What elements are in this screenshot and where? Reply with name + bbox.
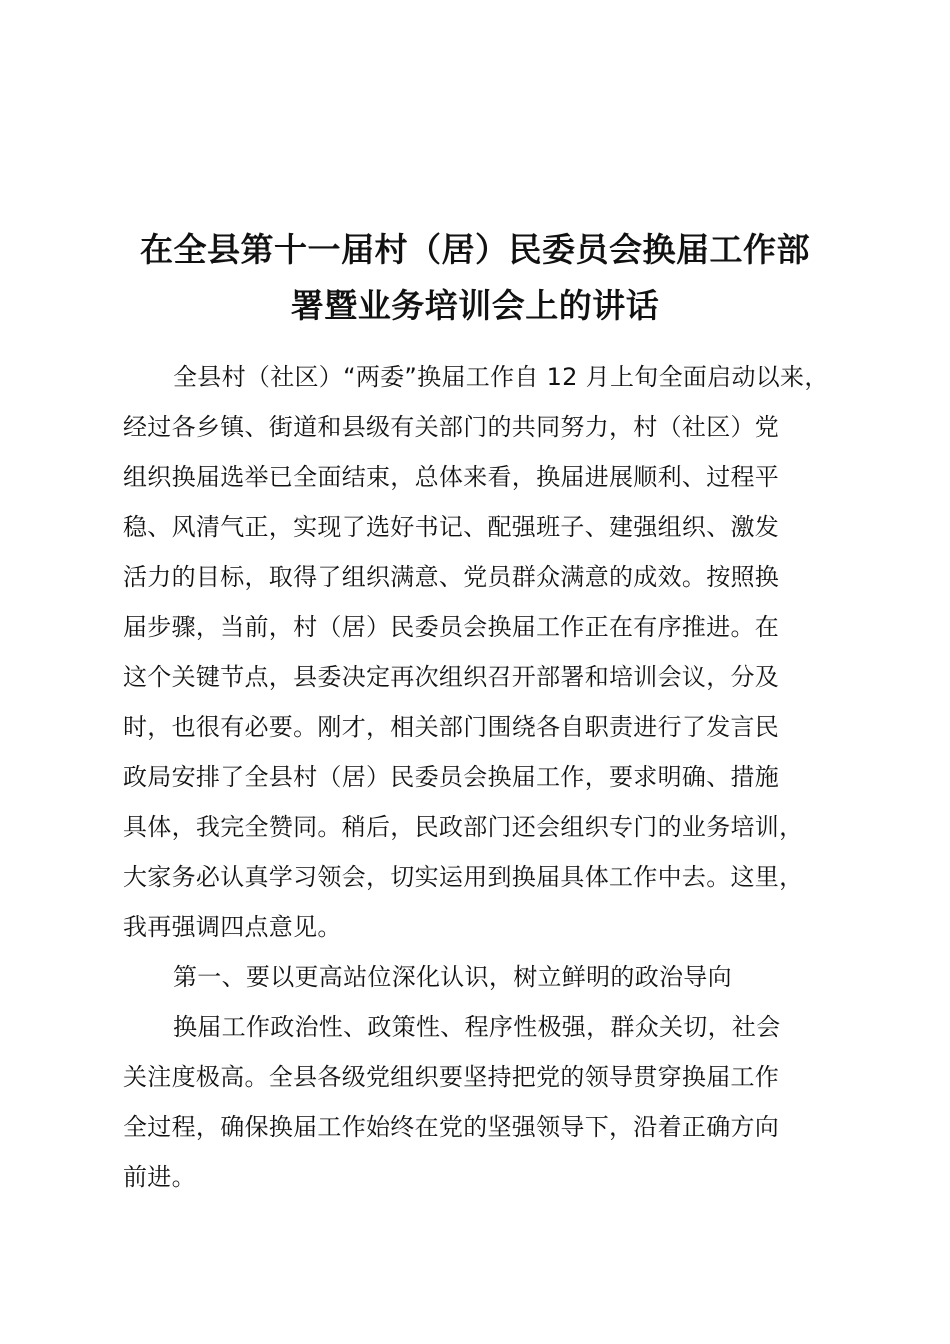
- paragraph-line: 大家务必认真学习领会，切实运用到换届具体工作中去。这里，: [123, 863, 804, 891]
- title-line-1: 在全县第十一届村（居）民委员会换届工作部: [140, 230, 810, 269]
- paragraph-line: 关注度极高。全县各级党组织要坚持把党的领导贯穿换届工作: [123, 1063, 780, 1091]
- paragraph-line: 全县村（社区）“两委”换届工作自 12 月上旬全面启动以来，: [173, 363, 829, 391]
- paragraph-line: 时，也很有必要。刚才，相关部门围绕各自职责进行了发言民: [123, 713, 780, 741]
- paragraph-line: 组织换届选举已全面结束，总体来看，换届进展顺利、过程平: [123, 463, 780, 491]
- paragraph-line: 换届工作政治性、政策性、程序性极强，群众关切，社会: [173, 1013, 781, 1041]
- paragraph-line: 我再强调四点意见。: [123, 913, 342, 941]
- paragraph-intro: [123, 352, 863, 952]
- document-body: [123, 352, 863, 1202]
- paragraph-line: 政局安排了全县村（居）民委员会换届工作，要求明确、措施: [123, 763, 780, 791]
- paragraph-line: 全过程，确保换届工作始终在党的坚强领导下，沿着正确方向: [123, 1113, 780, 1141]
- paragraph-line: 经过各乡镇、街道和县级有关部门的共同努力，村（社区）党: [123, 413, 780, 441]
- title-line-2: 署暨业务培训会上的讲话: [290, 286, 660, 325]
- paragraph-line: 活力的目标，取得了组织满意、党员群众满意的成效。按照换: [123, 563, 780, 591]
- paragraph-line: 前进。: [123, 1163, 196, 1191]
- paragraph-line: 届步骤，当前，村（居）民委员会换届工作正在有序推进。在: [123, 613, 780, 641]
- document-title: [110, 222, 840, 334]
- section-heading-line: 第一、要以更高站位深化认识，树立鲜明的政治导向: [173, 963, 732, 991]
- section-heading-1: [123, 952, 863, 1002]
- paragraph-line: 这个关键节点，县委决定再次组织召开部署和培训会议，分及: [123, 663, 780, 691]
- paragraph-line: 稳、风清气正，实现了选好书记、配强班子、建强组织、激发: [123, 513, 780, 541]
- paragraph-section-1: [123, 1002, 863, 1202]
- paragraph-line: 具体，我完全赞同。稍后，民政部门还会组织专门的业务培训，: [123, 813, 804, 841]
